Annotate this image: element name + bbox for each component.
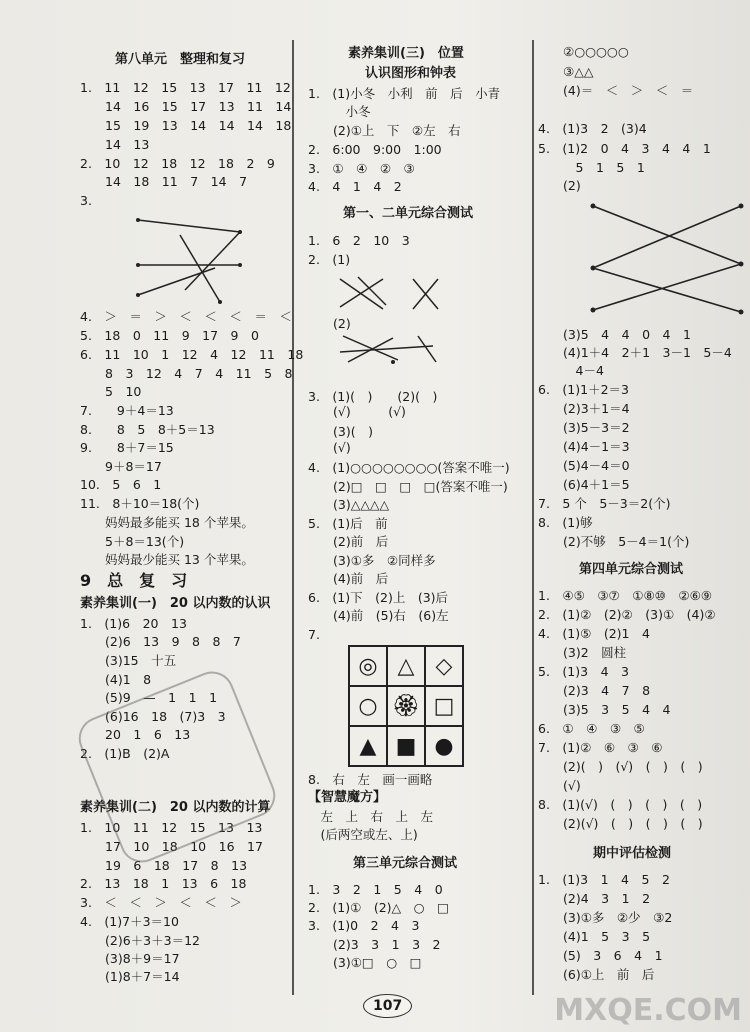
answer-line: 15 19 13 14 14 14 18	[80, 118, 292, 133]
section-subtitle: 认识图形和钟表	[365, 66, 457, 81]
answer-line: (后两空或左、上)	[308, 827, 418, 842]
answer-line: 2. 10 12 18 12 18 2 9	[80, 156, 275, 171]
cross-lines-figure	[338, 275, 448, 315]
answer-line: (6)4＋1＝5	[538, 477, 630, 492]
answer-line: 10. 5 6 1	[80, 477, 162, 492]
cross-lines-figure-2	[338, 332, 448, 372]
section-title: 素养集训(三) 位置	[348, 46, 464, 61]
answer-line: (2)前 后	[308, 534, 389, 549]
column-right	[533, 0, 750, 1000]
answer-line: 3. ＜ ＜ ＞ ＜ ＜ ＞	[80, 895, 242, 910]
answer-line: 3. (1)0 2 4 3	[308, 918, 420, 933]
answer-line: 8. 8 5 8＋5＝13	[80, 422, 215, 437]
answer-line: 7. 9＋4＝13	[80, 403, 174, 418]
answer-line: 7.	[308, 627, 320, 642]
answer-line: (3)5 3 5 4 4	[538, 702, 671, 717]
answer-line: 1. ④⑤ ③⑦ ①⑧⑩ ②⑥⑨	[538, 588, 712, 603]
answer-line: 1. (1)小冬 小利 前 后 小青	[308, 86, 501, 101]
answer-line: 2. 13 18 1 13 6 18	[80, 876, 247, 891]
answer-line: (5) 3 6 4 1	[538, 948, 663, 963]
answer-line: (3)15 十五	[80, 653, 177, 668]
answer-line: 8. (1)(√) ( ) ( ) ( )	[538, 797, 703, 812]
answer-line: (3)( )	[308, 424, 373, 439]
section-title: 第三单元综合测试	[353, 856, 458, 871]
answer-line: (3)①多 ②少 ③2	[538, 910, 673, 925]
answer-line: 6. 11 10 1 12 4 12 11 18	[80, 347, 304, 362]
magic-title: 【智慧魔方】	[308, 790, 387, 805]
answer-line: (3)①□ ○ □	[308, 955, 422, 970]
grid-cell: □	[425, 686, 463, 726]
answer-line: 2. 6:00 9:00 1:00	[308, 142, 442, 157]
answer-line: 4－4	[538, 363, 604, 378]
answer-line: 9. 8＋7＝15	[80, 440, 174, 455]
answer-line: 5 10	[80, 384, 142, 399]
answer-line: (4)1 8	[80, 672, 152, 687]
answer-line: (2)6＋3＋3＝12	[80, 933, 200, 948]
answer-line: 5. (1)2 0 4 3 4 4 1	[538, 141, 711, 156]
section-title: 第四单元综合测试	[579, 562, 684, 577]
answer-line: 19 6 18 17 8 13	[80, 858, 248, 873]
grid-cell: 🏵	[387, 686, 425, 726]
answer-line: 4. (1)7＋3＝10	[80, 914, 179, 929]
grid-cell: ■	[387, 726, 425, 766]
answer-line: (3)2 圆柱	[538, 645, 627, 660]
answer-line: 妈妈最多能买 18 个苹果。	[80, 515, 254, 530]
answer-line: 4. (1)⑤ (2)1 4	[538, 626, 650, 641]
answer-line: (2)4 3 1 2	[538, 891, 651, 906]
answer-line: (3)5－3＝2	[538, 420, 630, 435]
answer-line: (6)16 18 (7)3 3	[80, 709, 226, 724]
section-title: 期中评估检测	[593, 846, 672, 861]
page-number: 107	[363, 994, 412, 1018]
answer-line: 3.	[80, 193, 92, 208]
answer-line: (4)1＋4 2＋1 3－1 5－4	[538, 345, 732, 360]
answer-line: (6)①上 前 后	[538, 967, 655, 982]
section-title: 第一、二单元综合测试	[343, 206, 474, 221]
answer-line: 5. (1)后 前	[308, 516, 388, 531]
answer-line: 1. (1)3 1 4 5 2	[538, 872, 670, 887]
answer-line: (2)6 13 9 8 8 7	[80, 634, 241, 649]
answer-line: (4)1 5 3 5	[538, 929, 651, 944]
answer-line: 2. (1)① (2)△ ○ □	[308, 900, 449, 915]
answer-line: 4. (1)3 2 (3)4	[538, 121, 647, 136]
answer-line: (3)8＋9＝17	[80, 951, 180, 966]
answer-line: 17 10 18 10 16 17	[80, 839, 263, 854]
answer-line: (4)＝ ＜ ＞ ＜ ＝	[538, 83, 694, 98]
answer-line: (2)3 3 1 3 2	[308, 937, 441, 952]
answer-line: (2)(√) ( ) ( ) ( )	[538, 816, 703, 831]
answer-line: (4)前 (5)右 (6)左	[308, 608, 449, 623]
answer-line: (1)8＋7＝14	[80, 969, 180, 984]
answer-line: 1. 3 2 1 5 4 0	[308, 882, 443, 897]
answer-line: 妈妈最少能买 13 个苹果。	[80, 552, 254, 567]
section-title: 素养集训(一) 20 以内数的认识	[80, 596, 271, 611]
answer-line: 8. 右 左 画一画略	[308, 772, 433, 787]
answer-line: (2)3 4 7 8	[538, 683, 651, 698]
grid-cell: ●	[425, 726, 463, 766]
answer-line: 6. (1)1＋2＝3	[538, 382, 629, 397]
answer-line: 5 1 5 1	[538, 160, 645, 175]
answer-line: 7. (1)② ⑥ ③ ⑥	[538, 740, 663, 755]
answer-line: 8 3 12 4 7 4 11 5 8	[80, 366, 293, 381]
shape-grid	[348, 645, 464, 767]
column-middle	[293, 0, 533, 1000]
answer-line: 11. 8＋10＝18(个)	[80, 496, 200, 511]
answer-line: 20 1 6 13	[80, 727, 191, 742]
answer-line: (5)4－4＝0	[538, 458, 630, 473]
grid-cell: ◇	[425, 646, 463, 686]
unit8-title: 第八单元 整理和复习	[115, 52, 246, 67]
answer-line: (√)	[538, 778, 581, 793]
answer-line: 6. (1)下 (2)上 (3)后	[308, 590, 449, 605]
answer-line: 小冬	[308, 104, 371, 119]
answer-line: (2)不够 5－4＝1(个)	[538, 534, 690, 549]
grid-cell: △	[387, 646, 425, 686]
answer-line: 2. (1)	[308, 252, 351, 267]
answer-line: (√) (√)	[308, 404, 406, 419]
answer-line: (2)( ) (√) ( ) ( )	[538, 759, 703, 774]
answer-line: 2. (1)B (2)A	[80, 746, 170, 761]
answer-line: 1. 6 2 10 3	[308, 233, 410, 248]
answer-line: (2)	[538, 178, 581, 193]
answer-line: 4. 4 1 4 2	[308, 179, 402, 194]
answer-line: 2. (1)② (2)② (3)① (4)②	[538, 607, 716, 622]
answer-line: (3)△△△△	[308, 497, 390, 512]
matching-lines-figure	[553, 200, 743, 320]
answer-line: 3. (1)( ) (2)( )	[308, 389, 438, 404]
answer-line: 4. (1)○○○○○○○○(答案不唯一)	[308, 460, 510, 475]
answer-line: (3)5 4 4 0 4 1	[538, 327, 691, 342]
answer-line: (√)	[308, 440, 351, 455]
answer-line: ③△△	[538, 64, 594, 79]
answer-line: 5. 18 0 11 9 17 9 0	[80, 328, 259, 343]
answer-line: (2)①上 下 ②左 右	[308, 123, 461, 138]
matching-lines-figure	[130, 210, 280, 310]
answer-line: 9＋8＝17	[80, 459, 162, 474]
answer-line: (2)3＋1＝4	[538, 401, 630, 416]
answer-line: 5. (1)3 4 3	[538, 664, 629, 679]
answer-line: 6. ① ④ ③ ⑤	[538, 721, 645, 736]
answer-line: (4)4－1＝3	[538, 439, 630, 454]
answer-line: 1. 11 12 15 13 17 11 12	[80, 80, 291, 95]
grid-cell: ▲	[349, 726, 387, 766]
answer-line: 1. 10 11 12 15 13 13	[80, 820, 263, 835]
section-title: 素养集训(二) 20 以内数的计算	[80, 800, 271, 815]
answer-line: 4. ＞ ＝ ＞ ＜ ＜ ＜ ＝ ＜	[80, 309, 292, 324]
answer-line: ②○○○○○	[538, 44, 629, 59]
answer-line: 1. (1)6 20 13	[80, 616, 187, 631]
watermark-logo: MXQE.COM	[554, 993, 742, 1028]
answer-line: 5＋8＝13(个)	[80, 534, 185, 549]
answer-line: (2)	[308, 316, 351, 331]
answer-line: 14 18 11 7 14 7	[80, 174, 248, 189]
grid-cell: ◎	[349, 646, 387, 686]
answer-line: 8. (1)够	[538, 515, 593, 530]
answer-line: (5)9 — 1 1 1	[80, 690, 218, 705]
answer-line: (2)□ □ □ □(答案不唯一)	[308, 479, 508, 494]
answer-line: 14 13	[80, 137, 150, 152]
answer-line: 左 上 右 上 左	[308, 809, 434, 824]
answer-line: 3. ① ④ ② ③	[308, 161, 415, 176]
answer-line: 14 16 15 17 13 11 14	[80, 99, 292, 114]
answer-line: (4)前 后	[308, 571, 389, 586]
review-title: 9 总 复 习	[80, 571, 188, 590]
answer-line: (3)①多 ②同样多	[308, 553, 436, 568]
answer-line: 7. 5 个 5－3＝2(个)	[538, 496, 671, 511]
grid-cell: ○	[349, 686, 387, 726]
